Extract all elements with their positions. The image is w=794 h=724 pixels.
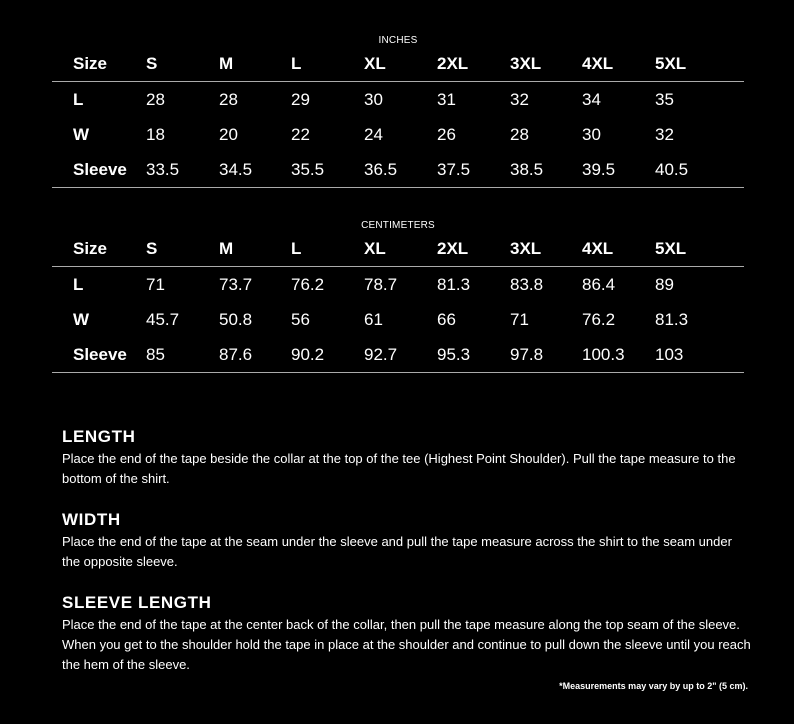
inches-table <box>52 46 744 188</box>
table-cell: 36.5 <box>364 159 398 179</box>
measurement-note: *Measurements may vary by up to 2" (5 cm). <box>559 681 748 691</box>
header-cell: L <box>291 53 302 73</box>
table-cell: 92.7 <box>364 344 398 364</box>
table-cell: 35.5 <box>291 159 325 179</box>
table-cell: 28 <box>219 89 238 109</box>
header-cell: XL <box>364 238 386 258</box>
table-row <box>52 152 744 188</box>
table-cell: 73.7 <box>219 274 253 294</box>
length-instructions: Place the end of the tape beside the collar at the top of the tee (Highest Point Shoulder). Pull the tape measure to the bottom of the shirt. <box>62 451 736 486</box>
table-row <box>52 337 744 373</box>
header-cell: Size <box>73 238 108 258</box>
table-cell: 22 <box>291 124 310 144</box>
table-cell: 37.5 <box>437 159 471 179</box>
table-cell: 32 <box>510 89 529 109</box>
width-heading: WIDTH <box>62 510 121 529</box>
table-cell: 38.5 <box>510 159 544 179</box>
row-label: Sleeve <box>73 344 127 364</box>
header-cell: M <box>219 53 234 73</box>
header-cell: 3XL <box>510 53 542 73</box>
table-cell: 66 <box>437 309 456 329</box>
table-row <box>52 302 744 337</box>
sleeve-guide <box>62 593 752 675</box>
table-cell: 76.2 <box>582 309 616 329</box>
table-cell: 18 <box>146 124 165 144</box>
table-cell: 20 <box>219 124 238 144</box>
table-cell: 28 <box>146 89 165 109</box>
row-label: L <box>73 89 84 109</box>
table-row <box>52 267 744 303</box>
header-cell: XL <box>364 53 386 73</box>
inches-label: INCHES <box>378 35 418 46</box>
table-cell: 39.5 <box>582 159 616 179</box>
header-cell: L <box>291 238 302 258</box>
width-instructions: Place the end of the tape at the seam under the sleeve and pull the tape measure across the shirt to the seam under the opposite sleeve. <box>62 534 732 569</box>
table-cell: 71 <box>510 309 529 329</box>
table-cell: 81.3 <box>437 274 471 294</box>
table-cell: 24 <box>364 124 383 144</box>
header-cell: M <box>219 238 234 258</box>
table-cell: 31 <box>437 89 456 109</box>
inches-header-row <box>52 46 744 82</box>
length-guide <box>62 427 752 489</box>
row-label: L <box>73 274 84 294</box>
table-cell: 40.5 <box>655 159 689 179</box>
table-cell: 30 <box>582 124 601 144</box>
table-cell: 87.6 <box>219 344 253 364</box>
table-cell: 50.8 <box>219 309 253 329</box>
row-label: W <box>73 124 90 144</box>
header-cell: 5XL <box>655 238 687 258</box>
table-cell: 33.5 <box>146 159 180 179</box>
header-cell: Size <box>73 53 108 73</box>
table-cell: 71 <box>146 274 165 294</box>
header-cell: 2XL <box>437 238 469 258</box>
centimeters-header-row <box>52 231 744 267</box>
table-cell: 83.8 <box>510 274 544 294</box>
centimeters-table <box>52 231 744 373</box>
length-heading: LENGTH <box>62 427 136 446</box>
table-cell: 85 <box>146 344 165 364</box>
table-cell: 78.7 <box>364 274 398 294</box>
table-cell: 100.3 <box>582 344 625 364</box>
table-cell: 28 <box>510 124 529 144</box>
table-row <box>52 117 744 152</box>
row-label: W <box>73 309 90 329</box>
table-cell: 81.3 <box>655 309 689 329</box>
table-cell: 76.2 <box>291 274 325 294</box>
table-cell: 45.7 <box>146 309 180 329</box>
table-cell: 86.4 <box>582 274 616 294</box>
table-row <box>52 82 744 118</box>
row-label: Sleeve <box>73 159 127 179</box>
table-cell: 34 <box>582 89 601 109</box>
header-cell: 4XL <box>582 238 614 258</box>
header-cell: 3XL <box>510 238 542 258</box>
table-cell: 90.2 <box>291 344 325 364</box>
table-cell: 95.3 <box>437 344 471 364</box>
sleeve-heading: SLEEVE LENGTH <box>62 593 212 612</box>
table-cell: 97.8 <box>510 344 544 364</box>
table-cell: 35 <box>655 89 674 109</box>
table-cell: 29 <box>291 89 310 109</box>
table-cell: 26 <box>437 124 456 144</box>
table-cell: 56 <box>291 309 310 329</box>
header-cell: 2XL <box>437 53 469 73</box>
centimeters-section <box>52 220 744 373</box>
header-cell: 4XL <box>582 53 614 73</box>
table-cell: 34.5 <box>219 159 253 179</box>
table-cell: 32 <box>655 124 674 144</box>
header-cell: S <box>146 238 158 258</box>
header-cell: S <box>146 53 158 73</box>
sleeve-instructions: Place the end of the tape at the center back of the collar, then pull the tape measure along the top seam of the sleeve. When you get to the shoulder hold the tape in place at the shoulder and continue to pull down the sleeve until you reach the hem of the sleeve. <box>62 617 751 672</box>
centimeters-label: CENTIMETERS <box>361 220 435 231</box>
width-guide <box>62 510 752 572</box>
table-cell: 89 <box>655 274 674 294</box>
table-cell: 30 <box>364 89 383 109</box>
inches-section <box>52 35 744 188</box>
table-cell: 103 <box>655 344 684 364</box>
table-cell: 61 <box>364 309 383 329</box>
header-cell: 5XL <box>655 53 687 73</box>
